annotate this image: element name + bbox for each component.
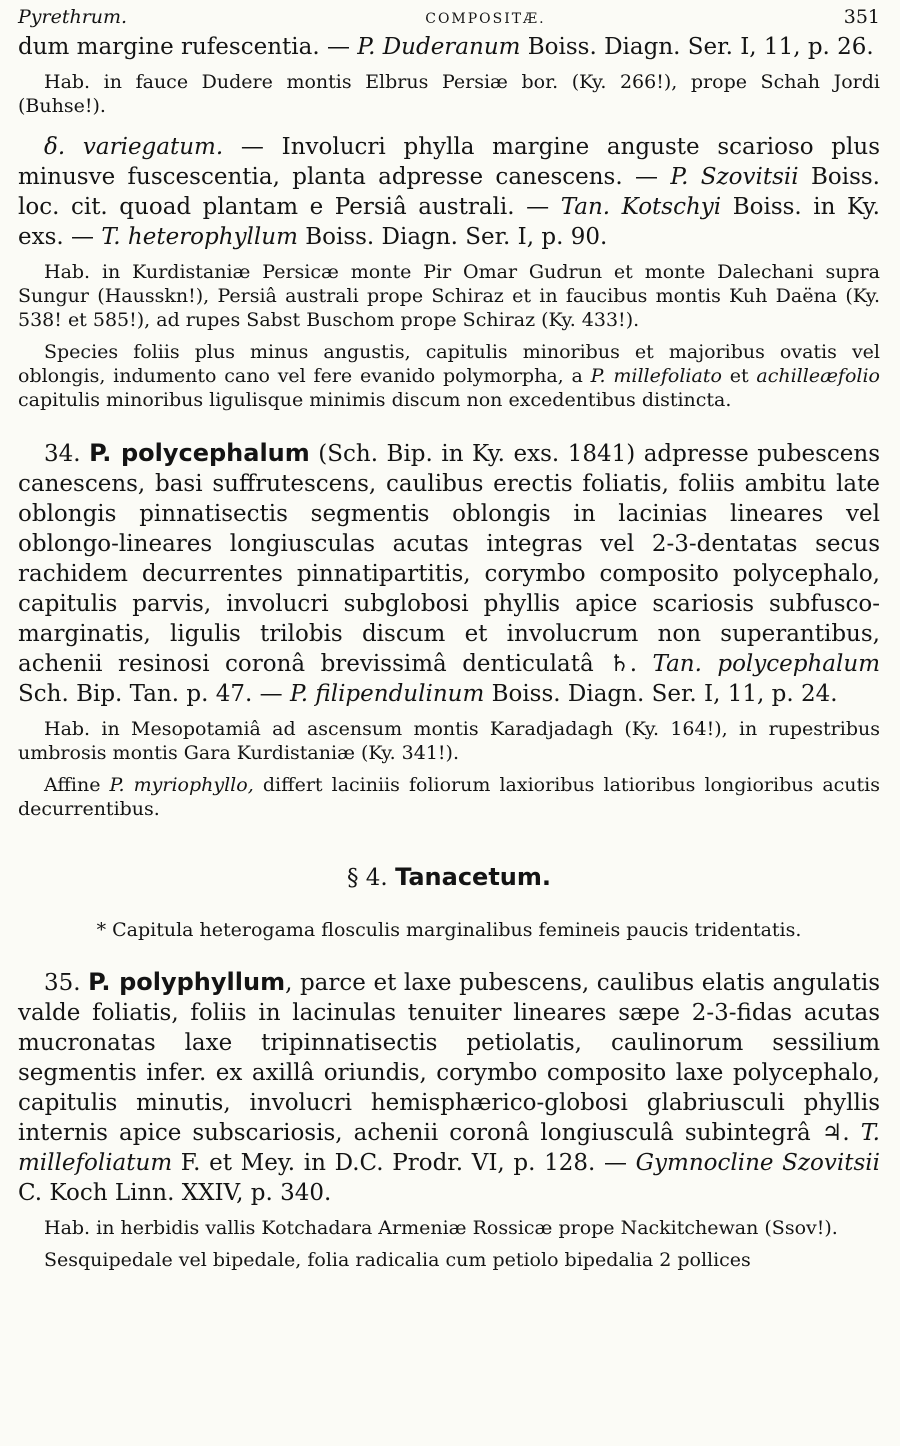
species-name-polycephalum: P. polycephalum	[89, 439, 310, 467]
paragraph-variegatum-habitat: Hab. in Kurdistaniæ Persicæ monte Pir Omar Gudrun et monte Dalechani supra Sungur (Hausskn!), Persiâ australi prope Schiraz et in faucibus montis Kuh Daëna (Ky. 538! et 585!), ad rupes Sabst Buschom prope Schiraz (Ky. 433!).	[18, 261, 880, 331]
paragraph-variegatum: δ. variegatum. — Involucri phylla margine anguste scarioso plus minusve fuscescentia, planta adpresse canescens. — P. Szovitsii Boiss. loc. cit. quoad plantam e Persiâ australi. — Tan. Kotschyi Boiss. in Ky. exs. — T. heterophyllum Boiss. Diagn. Ser. I, p. 90.	[18, 134, 881, 250]
species-name-polyphyllum: P. polyphyllum	[88, 968, 286, 996]
paragraph-polyphyllum-description: Sesquipedale vel bipedale, folia radicalia cum petiolo bipedalia 2 pollices	[44, 1249, 751, 1271]
paragraph-polyphyllum-habitat: Hab. in herbidis vallis Kotchadara Armeniæ Rossicæ prope Nackitchewan (Ssov!).	[44, 1217, 838, 1239]
running-header	[18, 6, 880, 32]
header-genus: Pyrethrum.	[18, 6, 128, 28]
paragraph-species-34-polycephalum: 34. P. polycephalum (Sch. Bip. in Ky. exs. 1841) adpresse pubescens canescens, basi suffrutescens, caulibus erectis foliatis, foliis ambitu late oblongis pinnatisectis segmentis oblongis in lacinias lineares vel oblongo-lineares longiusculas acutas integras vel 2-3-dentatas secus rachidem decurrentes pinnatipartitis, corymbo composito polycephalo, capitulis parvis, involucri subglobosi phyllis apice scariosis subfusco-marginatis, ligulis trilobis discum et involucrum non superantibus, achenii resinosi coronâ brevissimâ denticulatâ ♄. Tan. polycephalum Sch. Bip. Tan. p. 47. — P. filipendulinum Boiss. Diagn. Ser. I, 11, p. 24.	[18, 439, 881, 707]
paragraph-species-note: Species foliis plus minus angustis, capitulis minoribus et majoribus ovatis vel oblongis, indumento cano vel fere evanido polymorpha, a P. millefoliato et achilleæfolio capitulis minoribus ligulisque minimis discum non excedentibus distincta.	[18, 341, 880, 411]
paragraph-duderanum-habitat: Hab. in fauce Dudere montis Elbrus Persiæ bor. (Ky. 266!), prope Schah Jordi (Buhse!).	[18, 71, 880, 117]
paragraph-duderanum-synonymy: dum margine rufescentia. — P. Duderanum Boiss. Diagn. Ser. I, 11, p. 26.	[18, 34, 874, 60]
paragraph-polycephalum-note: Affine P. myriophyllo, differt laciniis foliorum laxioribus latioribus longioribus acutis decurrentibus.	[18, 774, 880, 820]
paragraph-species-35-polyphyllum: 35. P. polyphyllum, parce et laxe pubescens, caulibus elatis angulatis valde foliatis, foliis in lacinulas tenuiter lineares sæpe 2-3-fidas acutas mucronatas laxe tripinnatisectis petiolatis, caulinorum sessilium segmentis infer. ex axillâ oriundis, corymbo composito laxe polycephalo, capitulis minutis, involucri hemisphærico-globosi glabriusculi phyllis internis apice subscariosis, achenii coronâ longiusculâ subintegrâ ♃. T. millefoliatum F. et Mey. in D.C. Prodr. VI, p. 128. — Gymnocline Szovitsii C. Koch Linn. XXIV, p. 340.	[18, 968, 881, 1206]
header-family: COMPOSITÆ.	[425, 11, 546, 27]
subsection-heading: * Capitula heterogama flosculis marginalibus femineis paucis tridentatis.	[96, 919, 802, 941]
page-number: 351	[843, 6, 880, 28]
section-heading-tanacetum: § 4. Tanacetum.	[346, 863, 552, 891]
paragraph-polycephalum-habitat: Hab. in Mesopotamiâ ad ascensum montis Karadjadagh (Ky. 164!), in rupestribus umbrosis montis Gara Kurdistaniæ (Ky. 341!).	[18, 718, 880, 764]
